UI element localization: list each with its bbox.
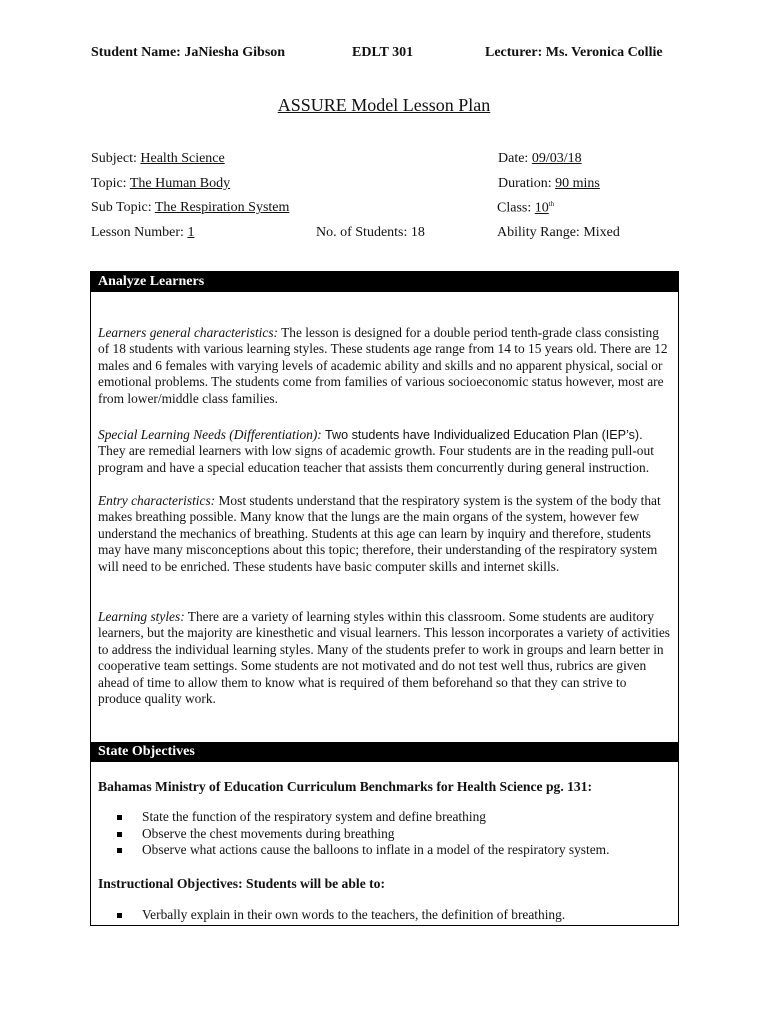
subject-value: Health Science [140,151,225,166]
date-label: Date: [498,151,532,166]
subtopic-field [91,200,289,216]
list-item [115,809,609,826]
list-item [115,907,565,924]
benchmarks-list [115,809,609,859]
duration-value: 90 mins [555,176,600,191]
lecturer-name: Lecturer: Ms. Veronica Collie [485,45,663,60]
entry-characteristics-text: Most students understand that the respiratory system is the system of the body that makes breathing possible. Many know that the lungs are the main organs of the system, however few understand the mechanics of breathing. Students at this age can learn by inquiry and therefore, students may have many misconceptions about this topic; therefore, their understanding of the respiratory system will need to be enriched. These students have basic computer skills and internet skills. [98,493,661,574]
topic-value: The Human Body [129,176,231,191]
ability-range: Ability Range: Mixed [497,225,620,240]
entry-characteristics-paragraph [98,493,670,575]
bullet-icon [117,815,122,820]
learning-styles-text: There are a variety of learning styles within this classroom. Some students are auditory learners, but the majority are kinesthetic and visual learners. This lesson incorporates a variety of activities to address the individual learning styles. Many of the students prefer to work in groups and learn better in cooperative team settings. Some students are not motivated and do not test well thus, rubrics are given ahead of time to allow them to know what is required of them beforehand so that they can strive to produce quality work. [98,609,671,707]
lesson-number-field [91,225,194,241]
list-item [115,826,609,843]
lesson-number-value: 1 [187,225,195,240]
class-label: Class: [497,200,535,216]
subject-field [91,151,225,167]
entry-characteristics-label: Entry characteristics: [98,493,216,508]
benchmarks-title: Bahamas Ministry of Education Curriculum Benchmarks for Health Science pg. 131: [98,779,593,794]
list-item-text: Observe what actions cause the balloons to inflate in a model of the respiratory system. [142,842,610,857]
special-needs-label: Special Learning Needs (Differentiation): [98,427,322,442]
duration-label: Duration: [498,176,556,191]
lesson-number-label: Lesson Number: [91,225,188,240]
subtopic-label: Sub Topic: [91,200,155,215]
class-field [497,200,554,217]
subtopic-value: The Respiration System [154,200,290,215]
list-item-text: State the function of the respiratory system and define breathing [142,809,486,824]
special-needs-iep: Two students have Individualized Education Plan (IEP’s). [321,428,643,442]
analyze-learners-heading: Analyze Learners [91,272,678,292]
student-name: Student Name: JaNiesha Gibson [91,45,286,60]
bullet-icon [117,913,122,918]
bullet-icon [117,832,122,837]
general-characteristics-text: The lesson is designed for a double period tenth-grade class consisting of 18 students with various learning styles. These students age range from 14 to 15 years old. There are 12 males and 6 females with varying levels of academic ability and skills and no apparent physical, social or emotional problems. The students come from families of various socioeconomic status however, most are from lower/middle class families. [98,325,668,406]
page-title: ASSURE Model Lesson Plan [277,95,491,115]
bullet-icon [117,848,122,853]
general-characteristics-paragraph [98,325,670,407]
learning-styles-paragraph [98,609,670,707]
special-needs-text: They are remedial learners with low signs of academic growth. Four students are in the reading pull-out program and have a special education teacher that assists them concurrently during general instruction. [98,443,654,475]
lesson-plan-table [90,271,679,926]
general-characteristics-label: Learners general characteristics: [98,325,279,340]
list-item-text: Verbally explain in their own words to the teachers, the definition of breathing. [142,907,566,922]
course-code: EDLT 301 [352,45,414,60]
duration-field [498,176,600,192]
instructional-objectives-list [115,907,565,924]
date-value: 09/03/18 [531,151,582,166]
students-count: No. of Students: 18 [316,225,425,240]
special-needs-paragraph [98,427,670,476]
class-value: 10 [534,200,549,216]
list-item [115,842,609,859]
topic-label: Topic: [91,176,130,191]
instructional-objectives-title: Instructional Objectives: Students will be able to: [98,876,385,891]
document-header [91,45,681,65]
class-suffix: th [548,200,555,208]
topic-field [91,176,230,192]
subject-label: Subject: [91,151,141,166]
date-field [498,151,582,167]
list-item-text: Observe the chest movements during breathing [142,825,395,841]
learning-styles-label: Learning styles: [98,609,185,624]
state-objectives-heading: State Objectives [91,742,678,762]
